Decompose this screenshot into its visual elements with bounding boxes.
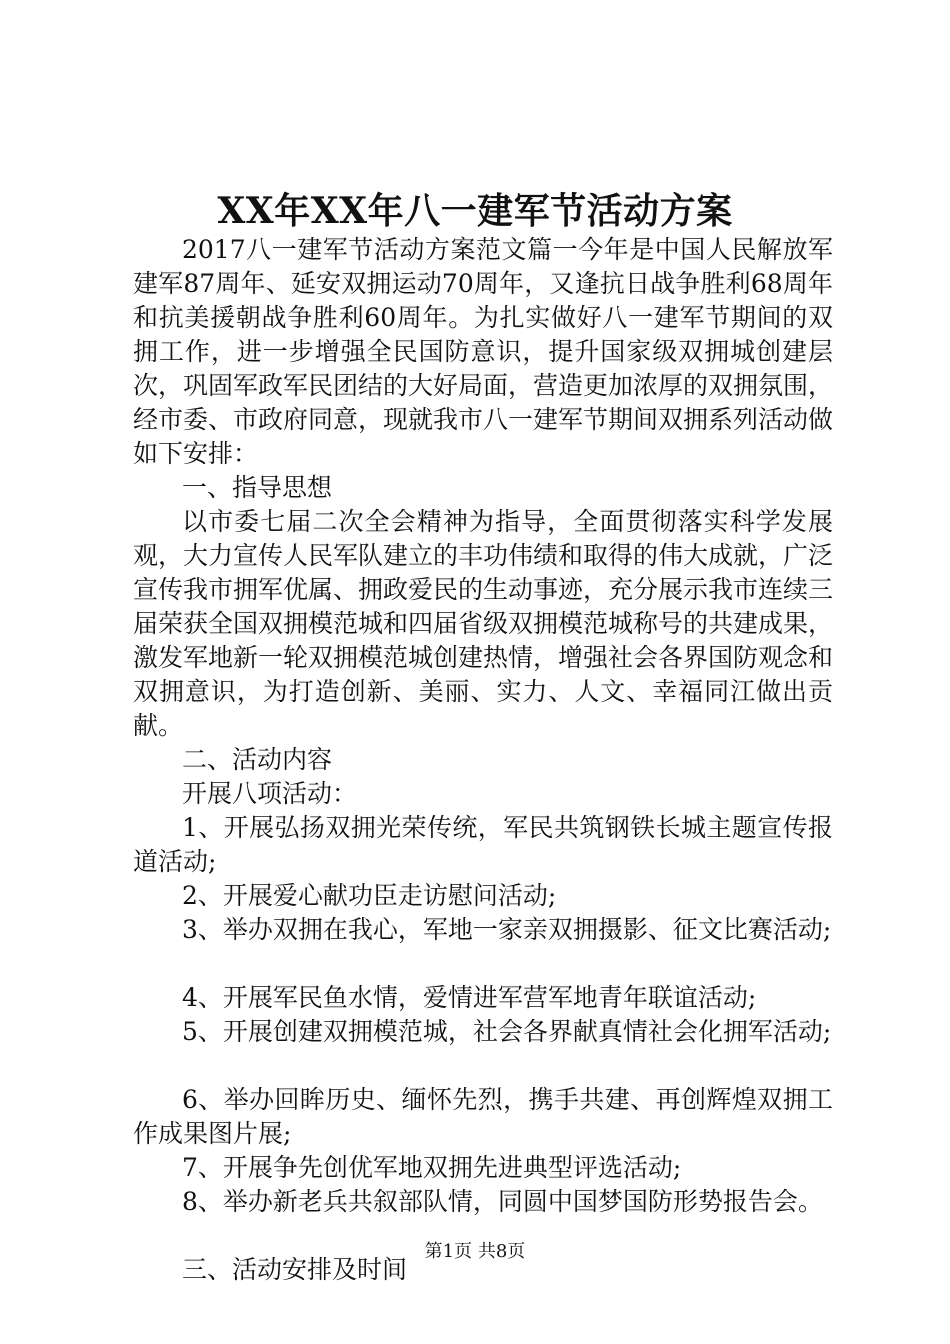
section-lead-activities: 开展八项活动：: [182, 779, 358, 808]
section-heading-activity-content: 二、活动内容: [182, 745, 333, 774]
list-item: 1、开展弘扬双拥光荣传统，军民共筑钢铁长城主题宣传报道活动;: [133, 813, 833, 876]
blank-line: [133, 947, 833, 981]
blank-line: [133, 1049, 833, 1083]
list-item: 4、开展军民鱼水情，爱情进军营军地青年联谊活动;: [182, 983, 757, 1012]
list-item: 2、开展爱心献功臣走访慰问活动;: [182, 881, 557, 910]
list-item: 3、举办双拥在我心，军地一家亲双拥摄影、征文比赛活动;: [182, 915, 832, 944]
intro-paragraph: 2017八一建军节活动方案范文篇一今年是中国人民解放军建军87周年、延安双拥运动70周年，又逢抗日战争胜利68周年和抗美援朝战争胜利60周年。为扎实做好八一建军节期间的双拥工作，进一步增强全民国防意识，提升国家级双拥城创建层次，巩固军政军民团结的大好局面，营造更加浓厚的双拥氛围，经市委、市政府同意，现就我市八一建军节期间双拥系列活动做如下安排：: [133, 235, 834, 468]
document-title: XX年XX年八一建军节活动方案: [217, 190, 733, 232]
list-item: 7、开展争先创优军地双拥先进典型评选活动;: [182, 1153, 682, 1182]
list-item: 6、举办回眸历史、缅怀先烈，携手共建、再创辉煌双拥工作成果图片展;: [133, 1085, 833, 1148]
page-footer: 第1页 共8页: [424, 1241, 526, 1262]
document-body: [133, 233, 833, 1287]
list-item: 5、开展创建双拥模范城，社会各界献真情社会化拥军活动;: [182, 1017, 832, 1046]
list-item: 8、举办新老兵共叙部队情，同圆中国梦国防形势报告会。: [182, 1187, 823, 1216]
section-body-guiding-ideology: 以市委七届二次全会精神为指导，全面贯彻落实科学发展观，大力宣传人民军队建立的丰功伟绩和取得的伟大成就，广泛宣传我市拥军优属、拥政爱民的生动事迹，充分展示我市连续三届荣获全国双拥模范城和四届省级双拥模范城称号的共建成果，激发军地新一轮双拥模范城创建热情，增强社会各界国防观念和双拥意识，为打造创新、美丽、实力、人文、幸福同江做出贡献。: [133, 507, 834, 740]
section-heading-guiding-ideology: 一、指导思想: [182, 473, 333, 502]
section-heading-schedule: 三、活动安排及时间: [182, 1255, 408, 1284]
